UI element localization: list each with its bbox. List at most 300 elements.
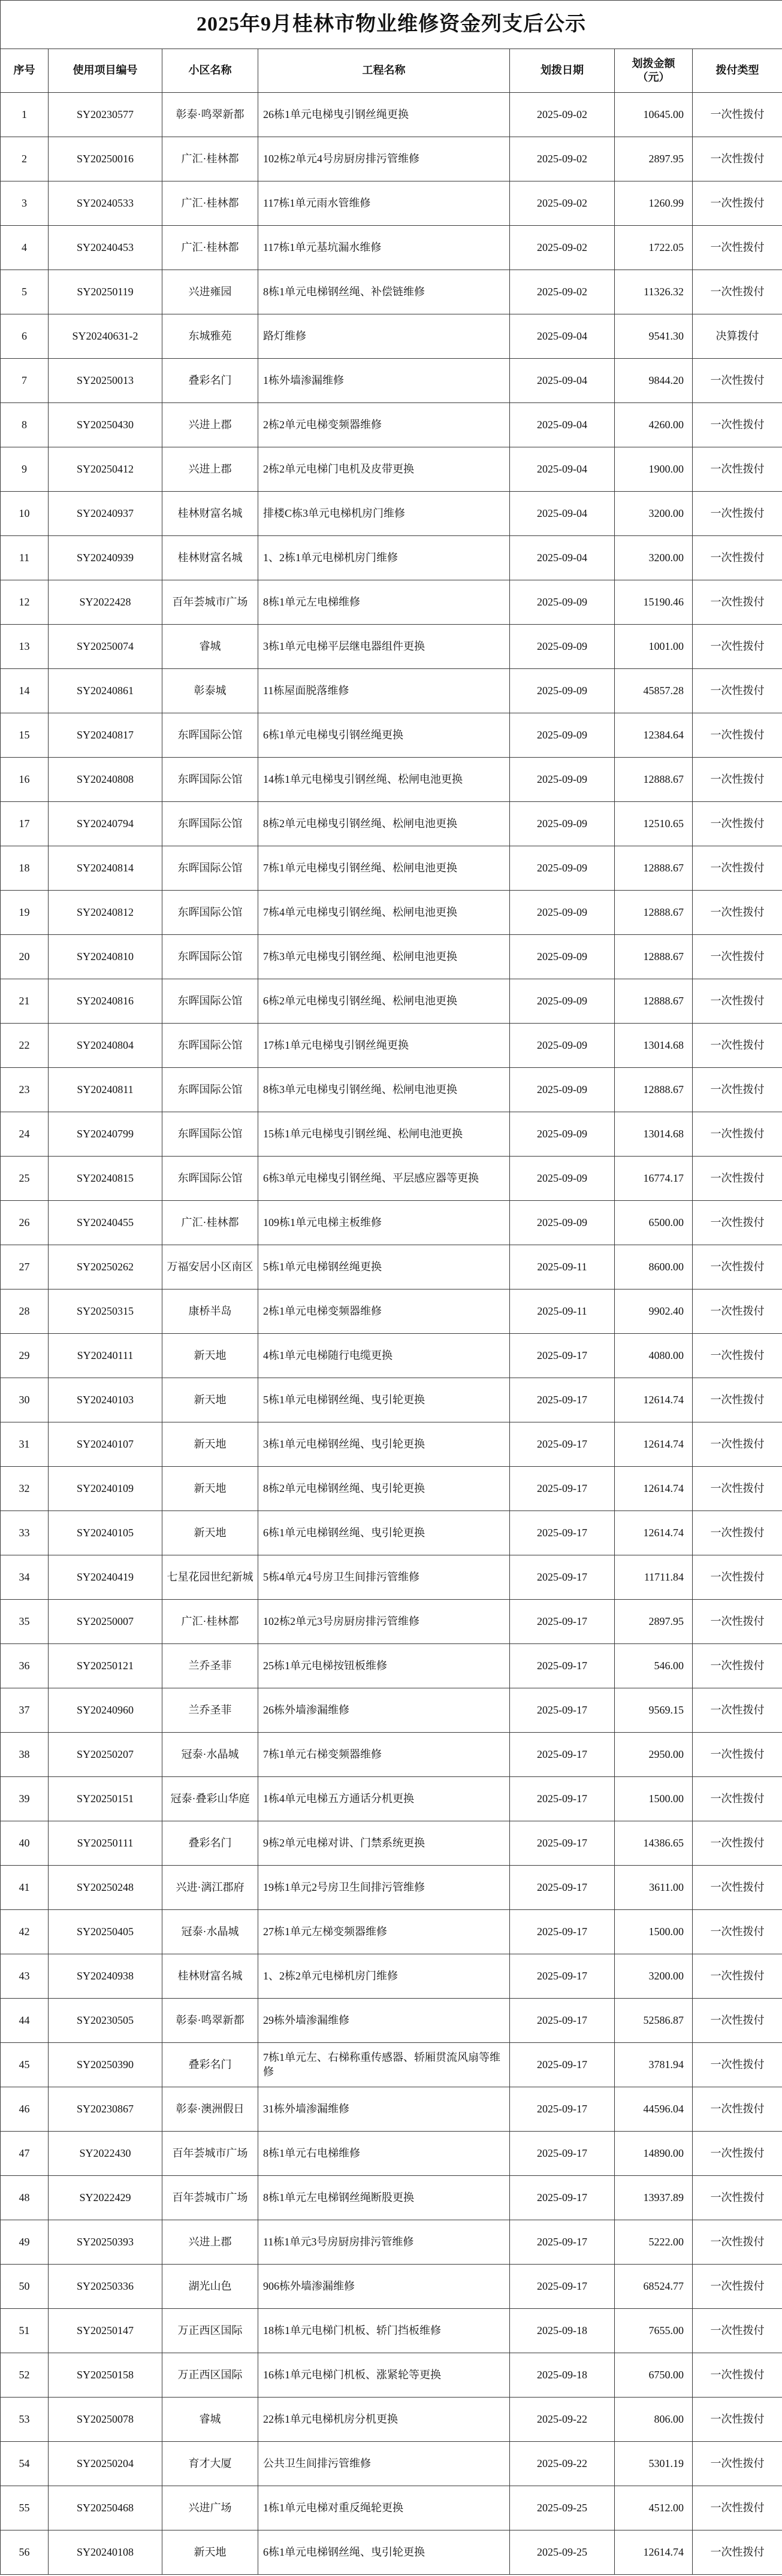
project-code-cell: SY20250151 (49, 1777, 162, 1821)
project-name-cell: 102栋2单元3号房厨房排污管维修 (258, 1600, 510, 1644)
table-row (1, 2043, 782, 2087)
project-name-cell: 7栋1单元右梯变频器维修 (258, 1733, 510, 1777)
date-cell: 2025-09-09 (510, 625, 615, 669)
community-cell: 新天地 (162, 1422, 258, 1467)
payment-type-cell: 一次性拨付 (693, 713, 782, 758)
project-code-cell: SY20250430 (49, 403, 162, 447)
seq-cell: 29 (1, 1334, 49, 1378)
date-cell: 2025-09-17 (510, 1954, 615, 1999)
table-row (1, 2486, 782, 2530)
payment-type-cell: 一次性拨付 (693, 1157, 782, 1201)
date-cell: 2025-09-09 (510, 979, 615, 1024)
date-cell: 2025-09-17 (510, 1644, 615, 1688)
community-cell: 兴进上郡 (162, 2220, 258, 2265)
date-cell: 2025-09-04 (510, 314, 615, 359)
community-cell: 东晖国际公馆 (162, 979, 258, 1024)
project-code-cell: SY20250468 (49, 2486, 162, 2530)
table-row (1, 1112, 782, 1157)
amount-cell: 11711.84 (615, 1555, 693, 1600)
payment-type-cell: 一次性拨付 (693, 1068, 782, 1112)
payment-type-cell: 一次性拨付 (693, 935, 782, 979)
community-cell: 百年荟城市广场 (162, 2176, 258, 2220)
project-code-cell: SY20250393 (49, 2220, 162, 2265)
seq-cell: 26 (1, 1201, 49, 1245)
project-code-cell: SY20230577 (49, 93, 162, 137)
title-row (1, 1, 782, 49)
project-code-cell: SY2022430 (49, 2132, 162, 2176)
amount-cell: 9844.20 (615, 359, 693, 403)
payment-type-cell: 一次性拨付 (693, 1467, 782, 1511)
seq-cell: 48 (1, 2176, 49, 2220)
amount-cell: 4080.00 (615, 1334, 693, 1378)
table-row (1, 1688, 782, 1733)
seq-cell: 21 (1, 979, 49, 1024)
project-name-cell: 25栋1单元电梯按钮板维修 (258, 1644, 510, 1688)
project-code-cell: SY20240107 (49, 1422, 162, 1467)
seq-cell: 31 (1, 1422, 49, 1467)
payment-type-cell: 一次性拨付 (693, 979, 782, 1024)
project-name-cell: 9栋2单元电梯对讲、门禁系统更换 (258, 1821, 510, 1866)
seq-cell: 18 (1, 846, 49, 891)
date-cell: 2025-09-04 (510, 492, 615, 536)
community-cell: 万福安居小区南区 (162, 1245, 258, 1289)
project-code-cell: SY20240108 (49, 2530, 162, 2575)
seq-cell: 25 (1, 1157, 49, 1201)
date-cell: 2025-09-09 (510, 758, 615, 802)
seq-cell: 9 (1, 447, 49, 492)
project-code-cell: SY20250405 (49, 1910, 162, 1954)
amount-cell: 3611.00 (615, 1866, 693, 1910)
project-code-cell: SY20230867 (49, 2087, 162, 2132)
project-name-cell: 31栋外墙渗漏维修 (258, 2087, 510, 2132)
date-cell: 2025-09-02 (510, 137, 615, 181)
community-cell: 百年荟城市广场 (162, 2132, 258, 2176)
date-cell: 2025-09-02 (510, 226, 615, 270)
project-code-cell: SY20250412 (49, 447, 162, 492)
community-cell: 广汇·桂林都 (162, 1600, 258, 1644)
project-name-cell: 109栋1单元电梯主板维修 (258, 1201, 510, 1245)
payment-type-cell: 一次性拨付 (693, 1821, 782, 1866)
date-cell: 2025-09-09 (510, 935, 615, 979)
project-name-cell: 8栋3单元电梯曳引钢丝绳、松闸电池更换 (258, 1068, 510, 1112)
payment-type-cell: 一次性拨付 (693, 1999, 782, 2043)
table-row (1, 1910, 782, 1954)
seq-cell: 50 (1, 2265, 49, 2309)
table-row (1, 1024, 782, 1068)
project-code-cell: SY20250158 (49, 2353, 162, 2398)
project-code-cell: SY20250007 (49, 1600, 162, 1644)
seq-cell: 49 (1, 2220, 49, 2265)
project-name-cell: 7栋1单元左、右梯称重传感器、轿厢贯流风扇等维修 (258, 2043, 510, 2087)
amount-cell: 12888.67 (615, 758, 693, 802)
table-row (1, 1422, 782, 1467)
date-cell: 2025-09-17 (510, 1467, 615, 1511)
project-code-cell: SY20250336 (49, 2265, 162, 2309)
date-cell: 2025-09-17 (510, 1422, 615, 1467)
amount-cell: 12384.64 (615, 713, 693, 758)
seq-cell: 12 (1, 580, 49, 625)
community-cell: 东晖国际公馆 (162, 846, 258, 891)
table-row (1, 1378, 782, 1422)
project-code-cell: SY20240105 (49, 1511, 162, 1555)
community-cell: 东晖国际公馆 (162, 935, 258, 979)
table-row (1, 1600, 782, 1644)
project-code-cell: SY20250248 (49, 1866, 162, 1910)
project-code-cell: SY20240810 (49, 935, 162, 979)
amount-cell: 4512.00 (615, 2486, 693, 2530)
amount-cell: 2897.95 (615, 1600, 693, 1644)
payment-type-cell: 一次性拨付 (693, 669, 782, 713)
community-cell: 东晖国际公馆 (162, 802, 258, 846)
community-cell: 叠彩名门 (162, 1821, 258, 1866)
payment-type-cell: 一次性拨付 (693, 2176, 782, 2220)
payment-type-cell: 一次性拨付 (693, 1866, 782, 1910)
date-cell: 2025-09-25 (510, 2486, 615, 2530)
amount-cell: 3781.94 (615, 2043, 693, 2087)
date-cell: 2025-09-17 (510, 1688, 615, 1733)
seq-cell: 46 (1, 2087, 49, 2132)
amount-cell: 1900.00 (615, 447, 693, 492)
amount-cell: 12614.74 (615, 1422, 693, 1467)
project-name-cell: 1栋4单元电梯五方通话分机更换 (258, 1777, 510, 1821)
project-code-cell: SY2022428 (49, 580, 162, 625)
table-row (1, 137, 782, 181)
table-row (1, 1157, 782, 1201)
payment-type-cell: 一次性拨付 (693, 1644, 782, 1688)
seq-cell: 30 (1, 1378, 49, 1422)
date-cell: 2025-09-17 (510, 1866, 615, 1910)
payment-type-cell: 一次性拨付 (693, 1511, 782, 1555)
project-code-cell: SY20240812 (49, 891, 162, 935)
project-code-cell: SY20240631-2 (49, 314, 162, 359)
table-row (1, 359, 782, 403)
amount-cell: 13937.89 (615, 2176, 693, 2220)
table-row (1, 1555, 782, 1600)
community-cell: 广汇·桂林都 (162, 226, 258, 270)
seq-cell: 7 (1, 359, 49, 403)
table-row (1, 1334, 782, 1378)
date-cell: 2025-09-17 (510, 2176, 615, 2220)
amount-cell: 6500.00 (615, 1201, 693, 1245)
date-cell: 2025-09-17 (510, 1910, 615, 1954)
amount-cell: 2950.00 (615, 1733, 693, 1777)
project-name-cell: 4栋1单元电梯随行电缆更换 (258, 1334, 510, 1378)
date-cell: 2025-09-09 (510, 713, 615, 758)
payment-type-cell: 一次性拨付 (693, 1777, 782, 1821)
payment-type-cell: 一次性拨付 (693, 2309, 782, 2353)
project-name-cell: 排楼C栋3单元电梯机房门维修 (258, 492, 510, 536)
project-name-cell: 1栋外墙渗漏维修 (258, 359, 510, 403)
seq-cell: 8 (1, 403, 49, 447)
date-cell: 2025-09-17 (510, 1733, 615, 1777)
seq-cell: 34 (1, 1555, 49, 1600)
seq-cell: 11 (1, 536, 49, 580)
project-code-cell: SY20240111 (49, 1334, 162, 1378)
project-name-cell: 117栋1单元雨水管维修 (258, 181, 510, 226)
payment-type-cell: 一次性拨付 (693, 1954, 782, 1999)
date-cell: 2025-09-17 (510, 1777, 615, 1821)
project-code-cell: SY20240938 (49, 1954, 162, 1999)
table-row (1, 2530, 782, 2575)
date-cell: 2025-09-22 (510, 2442, 615, 2486)
payment-type-cell: 一次性拨付 (693, 1600, 782, 1644)
project-name-cell: 17栋1单元电梯曳引钢丝绳更换 (258, 1024, 510, 1068)
payment-type-cell: 一次性拨付 (693, 758, 782, 802)
date-cell: 2025-09-17 (510, 1555, 615, 1600)
community-cell: 彰泰·澳洲假日 (162, 2087, 258, 2132)
project-name-cell: 14栋1单元电梯曳引钢丝绳、松闸电池更换 (258, 758, 510, 802)
table-row (1, 181, 782, 226)
amount-cell: 12888.67 (615, 846, 693, 891)
amount-cell: 52586.87 (615, 1999, 693, 2043)
table-head (1, 1, 782, 93)
table-row (1, 1467, 782, 1511)
table-row (1, 669, 782, 713)
date-cell: 2025-09-09 (510, 1112, 615, 1157)
payment-type-cell: 一次性拨付 (693, 1024, 782, 1068)
seq-cell: 16 (1, 758, 49, 802)
payment-type-cell: 一次性拨付 (693, 1334, 782, 1378)
date-cell: 2025-09-09 (510, 1157, 615, 1201)
table-row (1, 314, 782, 359)
amount-cell: 12614.74 (615, 1467, 693, 1511)
project-code-cell: SY20240808 (49, 758, 162, 802)
table-row (1, 1866, 782, 1910)
amount-cell: 11326.32 (615, 270, 693, 314)
seq-cell: 37 (1, 1688, 49, 1733)
payment-type-cell: 一次性拨付 (693, 270, 782, 314)
project-code-cell: SY20250262 (49, 1245, 162, 1289)
date-cell: 2025-09-17 (510, 1334, 615, 1378)
amount-cell: 8600.00 (615, 1245, 693, 1289)
project-name-cell: 8栋1单元右电梯维修 (258, 2132, 510, 2176)
project-name-cell: 6栋1单元电梯钢丝绳、曳引轮更换 (258, 1511, 510, 1555)
payment-type-cell: 一次性拨付 (693, 2353, 782, 2398)
seq-cell: 1 (1, 93, 49, 137)
payment-type-cell: 一次性拨付 (693, 2087, 782, 2132)
table-row (1, 1777, 782, 1821)
project-code-cell: SY20250207 (49, 1733, 162, 1777)
amount-cell: 6750.00 (615, 2353, 693, 2398)
amount-cell: 12510.65 (615, 802, 693, 846)
community-cell: 万正西区国际 (162, 2309, 258, 2353)
date-cell: 2025-09-09 (510, 669, 615, 713)
payment-type-cell: 一次性拨付 (693, 403, 782, 447)
project-name-cell: 1、2栋1单元电梯机房门维修 (258, 536, 510, 580)
page-title: 2025年9月桂林市物业维修资金列支后公示 (1, 1, 782, 49)
seq-cell: 43 (1, 1954, 49, 1999)
amount-cell: 12614.74 (615, 2530, 693, 2575)
project-name-cell: 7栋3单元电梯曳引钢丝绳、松闸电池更换 (258, 935, 510, 979)
header-date: 划拨日期 (510, 49, 615, 93)
project-name-cell: 22栋1单元电梯机房分机更换 (258, 2398, 510, 2442)
amount-cell: 1722.05 (615, 226, 693, 270)
community-cell: 新天地 (162, 1467, 258, 1511)
seq-cell: 28 (1, 1289, 49, 1334)
date-cell: 2025-09-02 (510, 270, 615, 314)
project-name-cell: 11栋屋面脱落维修 (258, 669, 510, 713)
seq-cell: 47 (1, 2132, 49, 2176)
community-cell: 东城雅苑 (162, 314, 258, 359)
payment-type-cell: 一次性拨付 (693, 137, 782, 181)
payment-type-cell: 一次性拨付 (693, 1555, 782, 1600)
amount-cell: 10645.00 (615, 93, 693, 137)
date-cell: 2025-09-22 (510, 2398, 615, 2442)
project-name-cell: 8栋1单元左电梯钢丝绳断股更换 (258, 2176, 510, 2220)
project-name-cell: 3栋1单元电梯钢丝绳、曳引轮更换 (258, 1422, 510, 1467)
project-name-cell: 117栋1单元基坑漏水维修 (258, 226, 510, 270)
project-code-cell: SY20250074 (49, 625, 162, 669)
community-cell: 冠泰·叠彩山华庭 (162, 1777, 258, 1821)
amount-cell: 806.00 (615, 2398, 693, 2442)
date-cell: 2025-09-11 (510, 1289, 615, 1334)
amount-cell: 12888.67 (615, 891, 693, 935)
project-name-cell: 27栋1单元左梯变频器维修 (258, 1910, 510, 1954)
community-cell: 东晖国际公馆 (162, 713, 258, 758)
amount-cell: 15190.46 (615, 580, 693, 625)
community-cell: 东晖国际公馆 (162, 891, 258, 935)
project-name-cell: 1栋1单元电梯对重反绳轮更换 (258, 2486, 510, 2530)
header-amount (615, 49, 693, 93)
payment-type-cell: 一次性拨付 (693, 2398, 782, 2442)
date-cell: 2025-09-09 (510, 1201, 615, 1245)
project-name-cell: 29栋外墙渗漏维修 (258, 1999, 510, 2043)
community-cell: 新天地 (162, 1378, 258, 1422)
project-code-cell: SY20240419 (49, 1555, 162, 1600)
table-row (1, 2442, 782, 2486)
amount-cell: 1500.00 (615, 1777, 693, 1821)
project-name-cell: 906栋外墙渗漏维修 (258, 2265, 510, 2309)
community-cell: 睿城 (162, 2398, 258, 2442)
table-row (1, 447, 782, 492)
seq-cell: 41 (1, 1866, 49, 1910)
community-cell: 东晖国际公馆 (162, 1068, 258, 1112)
payment-type-cell: 决算拨付 (693, 314, 782, 359)
date-cell: 2025-09-02 (510, 181, 615, 226)
payment-type-cell: 一次性拨付 (693, 802, 782, 846)
project-code-cell: SY20240960 (49, 1688, 162, 1733)
payment-type-cell: 一次性拨付 (693, 536, 782, 580)
seq-cell: 54 (1, 2442, 49, 2486)
project-name-cell: 6栋2单元电梯曳引钢丝绳、松闸电池更换 (258, 979, 510, 1024)
header-project-name: 工程名称 (258, 49, 510, 93)
project-code-cell: SY20240937 (49, 492, 162, 536)
seq-cell: 51 (1, 2309, 49, 2353)
project-code-cell: SY20230505 (49, 1999, 162, 2043)
seq-cell: 38 (1, 1733, 49, 1777)
project-code-cell: SY20240533 (49, 181, 162, 226)
payment-type-cell: 一次性拨付 (693, 2442, 782, 2486)
project-name-cell: 2栋2单元电梯门电机及皮带更换 (258, 447, 510, 492)
project-name-cell: 6栋1单元电梯曳引钢丝绳更换 (258, 713, 510, 758)
seq-cell: 35 (1, 1600, 49, 1644)
project-code-cell: SY20240861 (49, 669, 162, 713)
project-code-cell: SY20240453 (49, 226, 162, 270)
payment-type-cell: 一次性拨付 (693, 846, 782, 891)
table-row (1, 2132, 782, 2176)
community-cell: 东晖国际公馆 (162, 1157, 258, 1201)
seq-cell: 44 (1, 1999, 49, 2043)
community-cell: 兰乔圣菲 (162, 1688, 258, 1733)
table-row (1, 580, 782, 625)
table-row (1, 1954, 782, 1999)
seq-cell: 42 (1, 1910, 49, 1954)
amount-cell: 9902.40 (615, 1289, 693, 1334)
date-cell: 2025-09-09 (510, 1068, 615, 1112)
payment-type-cell: 一次性拨付 (693, 2132, 782, 2176)
community-cell: 彰泰·鸣翠新都 (162, 1999, 258, 2043)
amount-cell: 5301.19 (615, 2442, 693, 2486)
amount-cell: 3200.00 (615, 536, 693, 580)
date-cell: 2025-09-17 (510, 2132, 615, 2176)
seq-cell: 23 (1, 1068, 49, 1112)
seq-cell: 10 (1, 492, 49, 536)
project-name-cell: 8栋1单元左电梯维修 (258, 580, 510, 625)
project-code-cell: SY20240816 (49, 979, 162, 1024)
project-name-cell: 11栋1单元3号房厨房排污管维修 (258, 2220, 510, 2265)
payment-type-cell: 一次性拨付 (693, 1910, 782, 1954)
seq-cell: 20 (1, 935, 49, 979)
amount-cell: 16774.17 (615, 1157, 693, 1201)
amount-cell: 44596.04 (615, 2087, 693, 2132)
community-cell: 东晖国际公馆 (162, 1024, 258, 1068)
project-code-cell: SY20250390 (49, 2043, 162, 2087)
table-row (1, 2353, 782, 2398)
payment-type-cell: 一次性拨付 (693, 359, 782, 403)
project-code-cell: SY20250315 (49, 1289, 162, 1334)
date-cell: 2025-09-17 (510, 1600, 615, 1644)
table-row (1, 625, 782, 669)
table-row (1, 2265, 782, 2309)
amount-cell: 13014.68 (615, 1112, 693, 1157)
table-row (1, 226, 782, 270)
seq-cell: 24 (1, 1112, 49, 1157)
seq-cell: 39 (1, 1777, 49, 1821)
project-code-cell: SY20240817 (49, 713, 162, 758)
payment-type-cell: 一次性拨付 (693, 1245, 782, 1289)
community-cell: 东晖国际公馆 (162, 758, 258, 802)
project-name-cell: 26栋1单元电梯曳引钢丝绳更换 (258, 93, 510, 137)
date-cell: 2025-09-09 (510, 1024, 615, 1068)
table-row (1, 1644, 782, 1688)
table-row (1, 846, 782, 891)
amount-cell: 546.00 (615, 1644, 693, 1688)
date-cell: 2025-09-17 (510, 1999, 615, 2043)
community-cell: 广汇·桂林都 (162, 137, 258, 181)
table-row (1, 979, 782, 1024)
project-name-cell: 5栋1单元电梯钢丝绳更换 (258, 1245, 510, 1289)
project-code-cell: SY20250111 (49, 1821, 162, 1866)
payment-type-cell: 一次性拨付 (693, 1688, 782, 1733)
table-row (1, 536, 782, 580)
date-cell: 2025-09-09 (510, 802, 615, 846)
seq-cell: 17 (1, 802, 49, 846)
community-cell: 彰泰·鸣翠新都 (162, 93, 258, 137)
project-name-cell: 102栋2单元4号房厨房排污管维修 (258, 137, 510, 181)
date-cell: 2025-09-09 (510, 580, 615, 625)
community-cell: 睿城 (162, 625, 258, 669)
date-cell: 2025-09-04 (510, 536, 615, 580)
project-name-cell: 16栋1单元电梯门机板、涨紧轮等更换 (258, 2353, 510, 2398)
seq-cell: 53 (1, 2398, 49, 2442)
payment-type-cell: 一次性拨付 (693, 226, 782, 270)
payment-type-cell: 一次性拨付 (693, 2486, 782, 2530)
community-cell: 桂林财富名城 (162, 492, 258, 536)
table-row (1, 1733, 782, 1777)
project-code-cell: SY20250121 (49, 1644, 162, 1688)
payment-type-cell: 一次性拨付 (693, 625, 782, 669)
date-cell: 2025-09-02 (510, 93, 615, 137)
